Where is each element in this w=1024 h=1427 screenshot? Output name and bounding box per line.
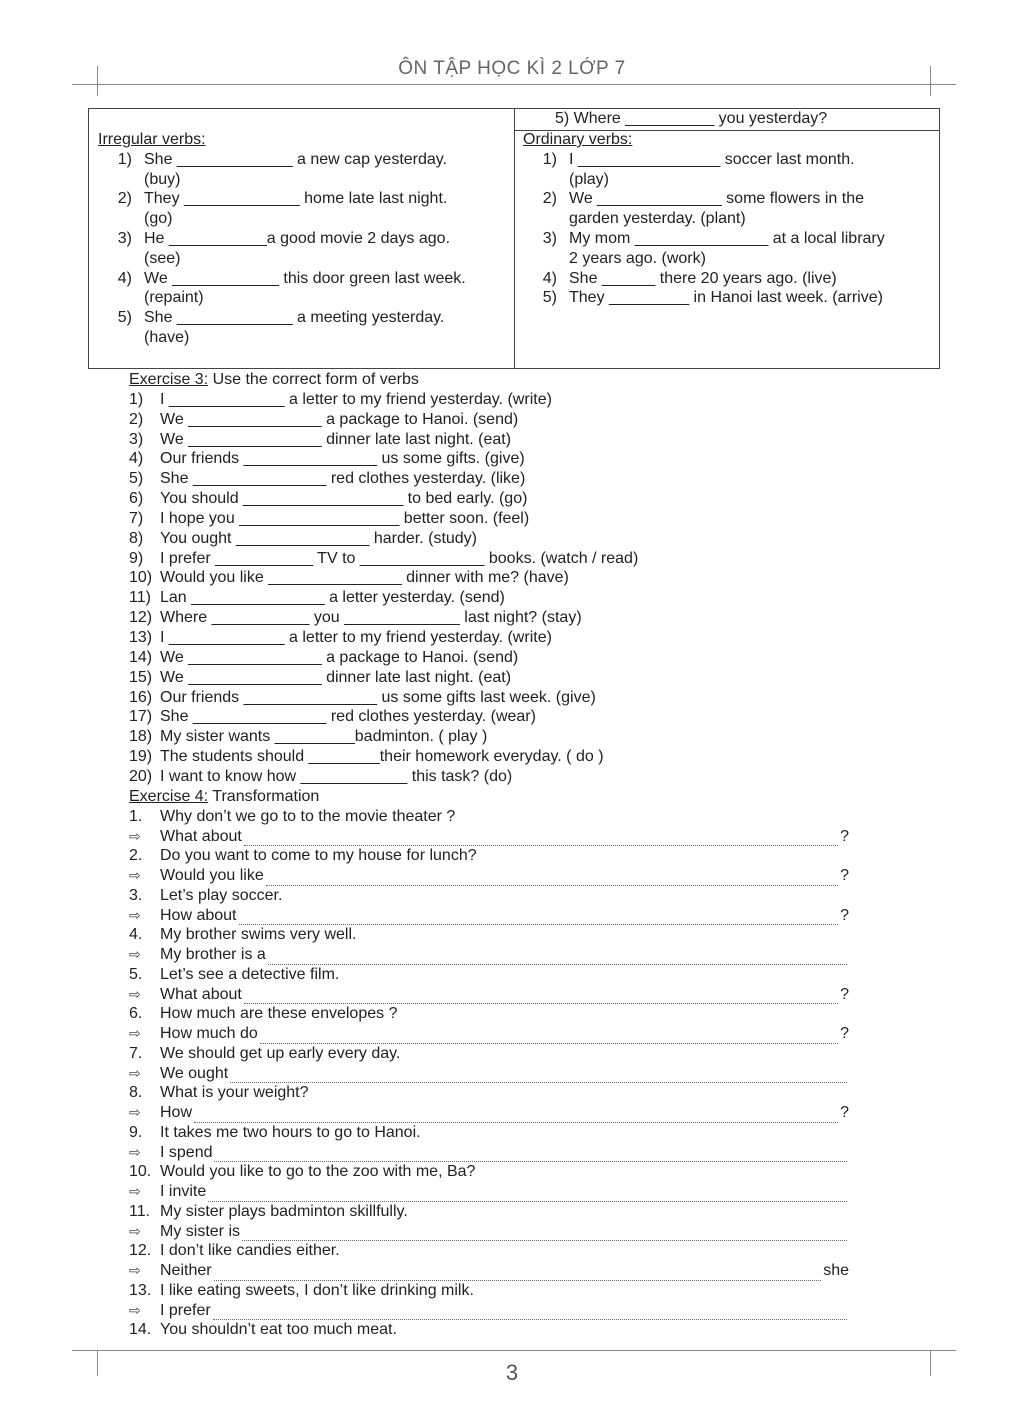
item-number: 5) [117,309,132,327]
item-number: 4. [129,926,143,944]
item-number: 2. [129,847,143,865]
exercise-3-item [129,628,829,648]
answer-blank [239,911,839,925]
exercise-4-answer-line [129,1182,849,1202]
arrow-icon: ⇨ [129,1183,141,1199]
header-rule [72,84,956,85]
exercise-3-item [129,529,829,549]
exercise-3-item [129,430,829,450]
answer-prompt: I prefer [160,1301,211,1319]
item-text [144,269,510,309]
irregular-verbs-column [98,130,510,348]
item-number: 1) [542,150,557,168]
item-number: 4) [542,269,557,287]
item-number: 14) [129,648,153,666]
answer-prompt: My brother is a [160,946,266,963]
item-text: We _______________ a package to Hanoi. (send) [160,410,519,428]
item-text: You should __________________ to bed early. (go) [160,490,528,508]
exercise-3-item [129,469,829,489]
item-line: She _____________ a meeting yesterday. [144,309,445,327]
question-text: Let’s see a detective film. [160,965,340,983]
item-number: 3. [129,886,143,904]
table-item [98,308,510,348]
exercise-4-answer-line [129,1301,849,1321]
item-line: (go) [144,210,173,228]
item-text: Our friends _______________ us some gifts last week. (give) [160,688,596,706]
exercise-4-answer-line [129,1103,849,1123]
item-line: We ____________ this door green last week. [144,269,466,287]
arrow-icon: ⇨ [129,867,141,883]
item-number: 20) [129,767,153,785]
item-number: 2) [542,190,557,208]
item-number: 9. [129,1123,143,1141]
answer-end: ? [840,985,849,1003]
exercise-4-question [129,1004,849,1024]
answer-blank [213,1306,847,1320]
item-number: 12. [129,1242,152,1260]
page-header-title: ÔN TẬP HỌC KÌ 2 LỚP 7 [398,58,626,79]
answer-prompt: What about [160,985,242,1003]
table-item [523,269,935,289]
item-number: 6. [129,1005,143,1023]
item-number: 11. [129,1202,151,1220]
item-line: I ________________ soccer last month. [569,150,855,168]
table-top-item: 5) Where __________ you yesterday? [555,110,828,127]
exercise-4-answer-line [129,1143,849,1163]
answer-blank [214,1148,847,1162]
item-text: I hope you __________________ better soon. (feel) [160,509,530,527]
exercise-3-item [129,727,829,747]
question-text: I don’t like candies either. [160,1242,340,1260]
answer-blank [214,1267,822,1281]
ordinary-verbs-column [523,130,935,308]
question-text: I like eating sweets, I don’t like drinking milk. [160,1281,474,1299]
item-text: Lan _______________ a letter yesterday. (send) [160,589,505,607]
item-line: (play) [569,170,610,188]
answer-blank [266,872,838,886]
ordinary-verbs-heading: Ordinary verbs: [523,131,633,148]
item-text: I want to know how ____________ this task? (do) [160,767,513,785]
question-text: Would you like to go to the zoo with me, Ba? [160,1163,476,1181]
item-number: 1) [129,390,144,408]
answer-prompt: How [160,1104,193,1121]
item-number: 18) [129,728,153,746]
item-text: Our friends _______________ us some gifts. (give) [160,450,525,468]
table-item [523,150,935,190]
item-line: They _________ in Hanoi last week. (arrive) [569,289,883,307]
item-number: 4) [117,269,132,287]
table-item [523,288,935,308]
exercise-3-title: Exercise 3: Use the correct form of verbs [129,371,419,388]
answer-blank [244,990,838,1004]
item-line: (buy) [144,170,181,188]
exercise-3-item [129,549,829,569]
question-text: My brother swims very well. [160,926,357,944]
answer-end: ? [840,1104,849,1121]
question-text: My sister plays badminton skillfully. [160,1202,408,1220]
item-number: 9) [129,549,144,567]
answer-blank [242,1227,847,1241]
answer-prompt: My sister is [160,1222,240,1240]
arrow-icon: ⇨ [129,1064,141,1081]
item-number: 7) [129,509,144,527]
item-text: We _______________ a package to Hanoi. (send) [160,648,519,666]
item-text: You ought _______________ harder. (study) [160,529,478,547]
answer-blank [194,1109,838,1123]
item-text [144,150,510,190]
item-number: 8) [129,529,144,547]
item-text: I _____________ a letter to my friend yesterday. (write) [160,628,552,646]
question-text: We should get up early every day. [160,1044,401,1062]
answer-prompt: I invite [160,1183,207,1200]
item-number: 2) [117,190,132,208]
item-number: 2) [129,410,144,428]
arrow-icon: ⇨ [129,1104,141,1120]
table-item [98,269,510,309]
answer-prompt: We ought [160,1064,229,1082]
item-line: (have) [144,328,190,346]
exercise-4-answer-line [129,945,849,965]
item-text [569,229,935,269]
item-number: 3) [129,430,144,448]
item-text [144,189,510,229]
answer-prompt: How much do [160,1025,258,1042]
exercise-3-item [129,390,829,410]
exercise-4-question [129,1083,849,1103]
page-number: 3 [505,1360,519,1385]
item-text [144,229,510,269]
header-right-tick [930,66,931,96]
arrow-icon: ⇨ [129,827,141,844]
item-number: 12) [129,609,153,627]
item-line: We ______________ some flowers in the [569,190,865,208]
table-item [98,229,510,269]
answer-prompt: How about [160,906,237,924]
irregular-verbs-heading: Irregular verbs: [98,131,206,148]
exercise-4-question [129,1044,849,1064]
item-text: She _______________ red clothes yesterday. (wear) [160,708,536,726]
item-text: We _______________ dinner late last night. (eat) [160,668,512,686]
arrow-icon: ⇨ [129,1301,141,1318]
answer-blank [244,832,838,846]
answer-prompt: I spend [160,1143,213,1161]
item-number: 10) [129,569,153,587]
header-left-tick [97,66,98,96]
exercise-3-item [129,509,829,529]
item-line: garden yesterday. (plant) [569,210,746,228]
item-number: 3) [542,229,557,247]
item-line: (see) [144,249,181,267]
item-line: (repaint) [144,289,204,307]
item-line: She _____________ a new cap yesterday. [144,150,448,168]
exercise-4-answer-line [129,827,849,847]
question-text: What is your weight? [160,1084,309,1102]
exercise-4-title: Exercise 4: Transformation [129,788,320,805]
item-text: My sister wants _________badminton. ( play ) [160,728,488,746]
item-text: We _______________ dinner late last night. (eat) [160,430,512,448]
exercise-3-item [129,668,829,688]
table-item [98,150,510,190]
item-number: 3) [117,229,132,247]
item-number: 19) [129,748,153,766]
item-text [569,288,935,308]
exercise-4-question [129,807,849,827]
answer-blank [208,1188,847,1202]
item-line: She ______ there 20 years ago. (live) [569,269,837,287]
table-item [523,189,935,229]
answer-end: ? [840,827,849,845]
exercise-4-answer-line [129,1024,849,1044]
question-text: It takes me two hours to go to Hanoi. [160,1123,421,1141]
arrow-icon: ⇨ [129,1143,141,1160]
item-number: 13. [129,1281,152,1299]
exercise-4-answer-line [129,1222,849,1242]
item-line: My mom _______________ at a local library [569,229,885,247]
question-text: Why don’t we go to to the movie theater ? [160,807,456,825]
exercise-4-answer-line [129,1261,849,1281]
answer-end: ? [840,867,849,884]
item-text: I _____________ a letter to my friend yesterday. (write) [160,390,552,408]
item-number: 17) [129,708,153,726]
item-number: 5. [129,965,143,983]
item-number: 1) [117,150,132,168]
item-line: 2 years ago. (work) [569,249,706,267]
exercise-3-item [129,588,829,608]
item-number: 5) [542,289,557,307]
exercise-4-question [129,1123,849,1143]
exercise-4-question [129,1202,849,1222]
item-number: 14. [129,1321,152,1339]
answer-prompt: What about [160,827,242,845]
exercise-3-item [129,767,829,787]
item-text: The students should ________their homework everyday. ( do ) [160,748,604,766]
answer-blank [260,1030,838,1044]
item-text [569,269,935,289]
item-text: She _______________ red clothes yesterday. (like) [160,470,526,488]
question-text: How much are these envelopes ? [160,1005,398,1023]
question-text: You shouldn’t eat too much meat. [160,1321,397,1339]
arrow-icon: ⇨ [129,985,141,1002]
item-text: Where ___________ you _____________ last night? (stay) [160,609,582,627]
item-text: Would you like _______________ dinner with me? (have) [160,569,569,587]
footer-rule [72,1350,956,1351]
exercise-4 [129,787,849,1340]
exercise-3-item [129,688,829,708]
item-number: 8. [129,1084,143,1102]
exercise-4-question [129,1241,849,1261]
exercise-3 [129,370,829,787]
item-text: I prefer ___________ TV to ______________ books. (watch / read) [160,549,639,567]
exercise-4-question [129,1281,849,1301]
exercise-4-question [129,925,849,945]
item-number: 1. [129,807,143,825]
item-text [569,150,935,190]
exercise-4-answer-line [129,985,849,1005]
answer-end: ? [840,1025,849,1042]
item-number: 6) [129,490,144,508]
answer-blank [268,951,847,965]
arrow-icon: ⇨ [129,1222,141,1239]
answer-end: ? [840,906,849,924]
table-item [98,189,510,229]
item-number: 13) [129,628,153,646]
item-number: 15) [129,668,153,686]
exercise-3-item [129,568,829,588]
question-text: Let’s play soccer. [160,886,283,904]
item-number: 11) [129,589,151,607]
exercise-4-question [129,1320,849,1340]
item-number: 7. [129,1044,143,1062]
item-text [569,189,935,229]
exercise-3-item [129,410,829,430]
exercise-3-item [129,608,829,628]
answer-blank [230,1069,847,1083]
arrow-icon: ⇨ [129,946,141,962]
item-number: 4) [129,450,144,468]
exercise-4-question [129,965,849,985]
item-number: 16) [129,688,153,706]
exercise-3-item [129,489,829,509]
exercise-4-answer-line [129,906,849,926]
exercise-3-item [129,747,829,767]
answer-prompt: Would you like [160,867,264,884]
item-line: He ___________a good movie 2 days ago. [144,229,451,247]
item-text [144,308,510,348]
exercise-4-answer-line [129,866,849,886]
exercise-3-item [129,648,829,668]
item-number: 10. [129,1163,152,1181]
exercise-4-question [129,886,849,906]
exercise-4-question [129,1162,849,1182]
table-item [523,229,935,269]
answer-prompt: Neither [160,1262,212,1279]
exercise-3-item [129,449,829,469]
arrow-icon: ⇨ [129,906,141,923]
exercise-4-question [129,846,849,866]
item-number: 5) [129,470,144,488]
item-line: They _____________ home late last night. [144,190,448,208]
exercise-4-answer-line [129,1064,849,1084]
answer-end: she [823,1262,849,1279]
question-text: Do you want to come to my house for lunch? [160,847,477,865]
exercise-3-item [129,707,829,727]
arrow-icon: ⇨ [129,1262,141,1278]
arrow-icon: ⇨ [129,1025,141,1041]
